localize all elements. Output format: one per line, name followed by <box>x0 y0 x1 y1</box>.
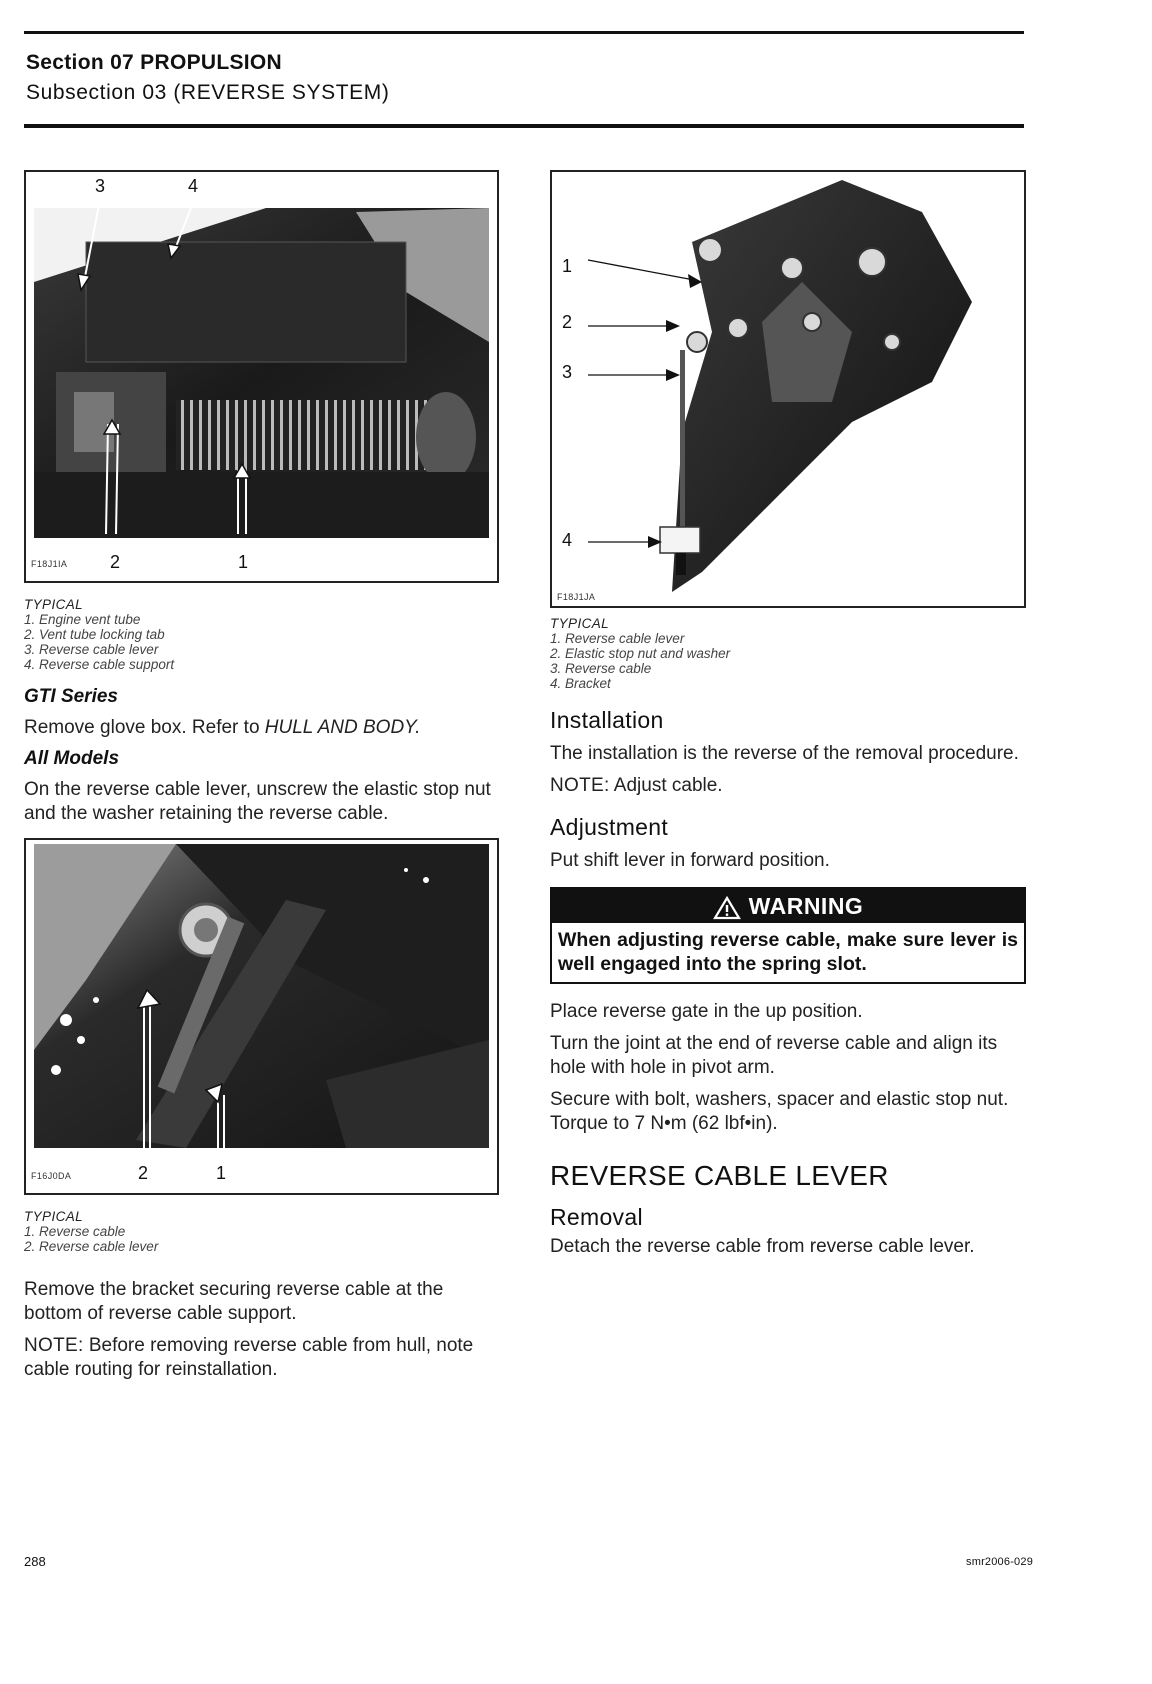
fig1-callout-3: 3 <box>95 176 106 196</box>
fig3-callout-4: 4 <box>562 530 573 550</box>
warning-box <box>550 887 1026 984</box>
fig1-caption-item: 4. Reverse cable support <box>24 657 175 672</box>
fig3-caption-item: 2. Elastic stop nut and washer <box>550 646 731 661</box>
fig1-code: F18J1IA <box>31 559 68 569</box>
fig1-caption-item: 1. Engine vent tube <box>24 612 141 627</box>
fig1-caption-item: 2. Vent tube locking tab <box>24 627 165 642</box>
removal-text: Detach the reverse cable from reverse cable lever. <box>550 1236 975 1257</box>
fig3-caption-item: 1. Reverse cable lever <box>550 631 685 646</box>
subsection-title: Subsection 03 (REVERSE SYSTEM) <box>26 81 390 104</box>
figure-reverse-cable-bracket <box>550 170 1026 608</box>
fig3-callout-3: 3 <box>562 362 573 382</box>
fig1-callout-4: 4 <box>188 176 199 196</box>
fig2-callout-1: 1 <box>216 1163 227 1183</box>
gti-series-heading: GTI Series <box>24 686 118 707</box>
installation-note <box>550 774 1026 798</box>
installation-text: The installation is the reverse of the removal procedure. <box>550 743 1019 764</box>
fig2-caption <box>24 1209 499 1254</box>
note-text: Before removing reverse cable from hull, note cable routing for reinstallation. <box>24 1335 474 1380</box>
photo-engine-vent-tube <box>26 172 497 581</box>
header-bottom-rule <box>24 124 1024 128</box>
document-code: smr2006-029 <box>966 1556 1034 1568</box>
adjustment-text: Put shift lever in forward position. <box>550 850 830 871</box>
fig1-caption-title: TYPICAL <box>24 597 84 612</box>
bracket-removal-text: Remove the bracket securing reverse cable at the bottom of reverse cable support. <box>24 1279 444 1324</box>
photo-reverse-cable-lever <box>26 840 497 1193</box>
fig3-caption-item: 3. Reverse cable <box>550 661 652 676</box>
warning-triangle-icon <box>713 896 741 920</box>
warning-header <box>552 889 1024 923</box>
left-column <box>24 170 499 1382</box>
gti-series-text <box>24 716 499 740</box>
right-column <box>550 170 1026 1259</box>
fig2-caption-title: TYPICAL <box>24 1209 84 1224</box>
fig3-caption-title: TYPICAL <box>550 616 610 631</box>
hull-and-body-reference: HULL AND BODY. <box>264 717 421 738</box>
joint-alignment-text: Turn the joint at the end of reverse cable and align its hole with hole in pivot arm. <box>550 1033 998 1078</box>
fig2-caption-item: 2. Reverse cable lever <box>24 1239 159 1254</box>
fig3-code: F18J1JA <box>557 592 596 602</box>
adjustment-heading: Adjustment <box>550 814 669 840</box>
reverse-cable-lever-heading: REVERSE CABLE LEVER <box>550 1160 889 1191</box>
installation-heading: Installation <box>550 707 664 733</box>
gate-position-text: Place reverse gate in the up position. <box>550 1001 863 1022</box>
routing-note <box>24 1334 499 1382</box>
fig1-caption-item: 3. Reverse cable lever <box>24 642 159 657</box>
removal-heading: Removal <box>550 1204 643 1230</box>
note-text: Adjust cable. <box>609 775 723 796</box>
all-models-text: On the reverse cable lever, unscrew the elastic stop nut and the washer retaining the reverse cable. <box>24 779 491 824</box>
page-number: 288 <box>24 1554 46 1569</box>
header-top-rule <box>24 31 1024 34</box>
fig3-callout-2: 2 <box>562 312 573 332</box>
fig2-caption-item: 1. Reverse cable <box>24 1224 126 1239</box>
section-title: Section 07 PROPULSION <box>26 51 283 74</box>
all-models-heading: All Models <box>24 748 120 769</box>
figure-engine-vent-tube <box>24 170 499 583</box>
fig1-callout-1: 1 <box>238 552 249 572</box>
photo-reverse-cable-bracket <box>552 172 1024 606</box>
fig2-callout-2: 2 <box>138 1163 149 1183</box>
fig3-caption-item: 4. Bracket <box>550 676 611 691</box>
note-label: NOTE: <box>550 775 610 796</box>
fig3-caption <box>550 616 1026 691</box>
figure-reverse-cable-lever <box>24 838 499 1195</box>
secure-torque-text: Secure with bolt, washers, spacer and elastic stop nut. Torque to 7 N•m (62 lbf•in). <box>550 1089 1009 1134</box>
fig1-caption <box>24 597 499 672</box>
note-label: NOTE: <box>24 1335 84 1356</box>
fig2-code: F16J0DA <box>31 1171 72 1181</box>
warning-text: When adjusting reverse cable, make sure lever is well engaged into the spring slot. <box>558 929 1018 975</box>
fig1-callout-2: 2 <box>110 552 121 572</box>
warning-title: WARNING <box>748 893 864 919</box>
gti-text: Remove glove box. Refer to <box>24 717 265 738</box>
fig3-callout-1: 1 <box>562 256 573 276</box>
